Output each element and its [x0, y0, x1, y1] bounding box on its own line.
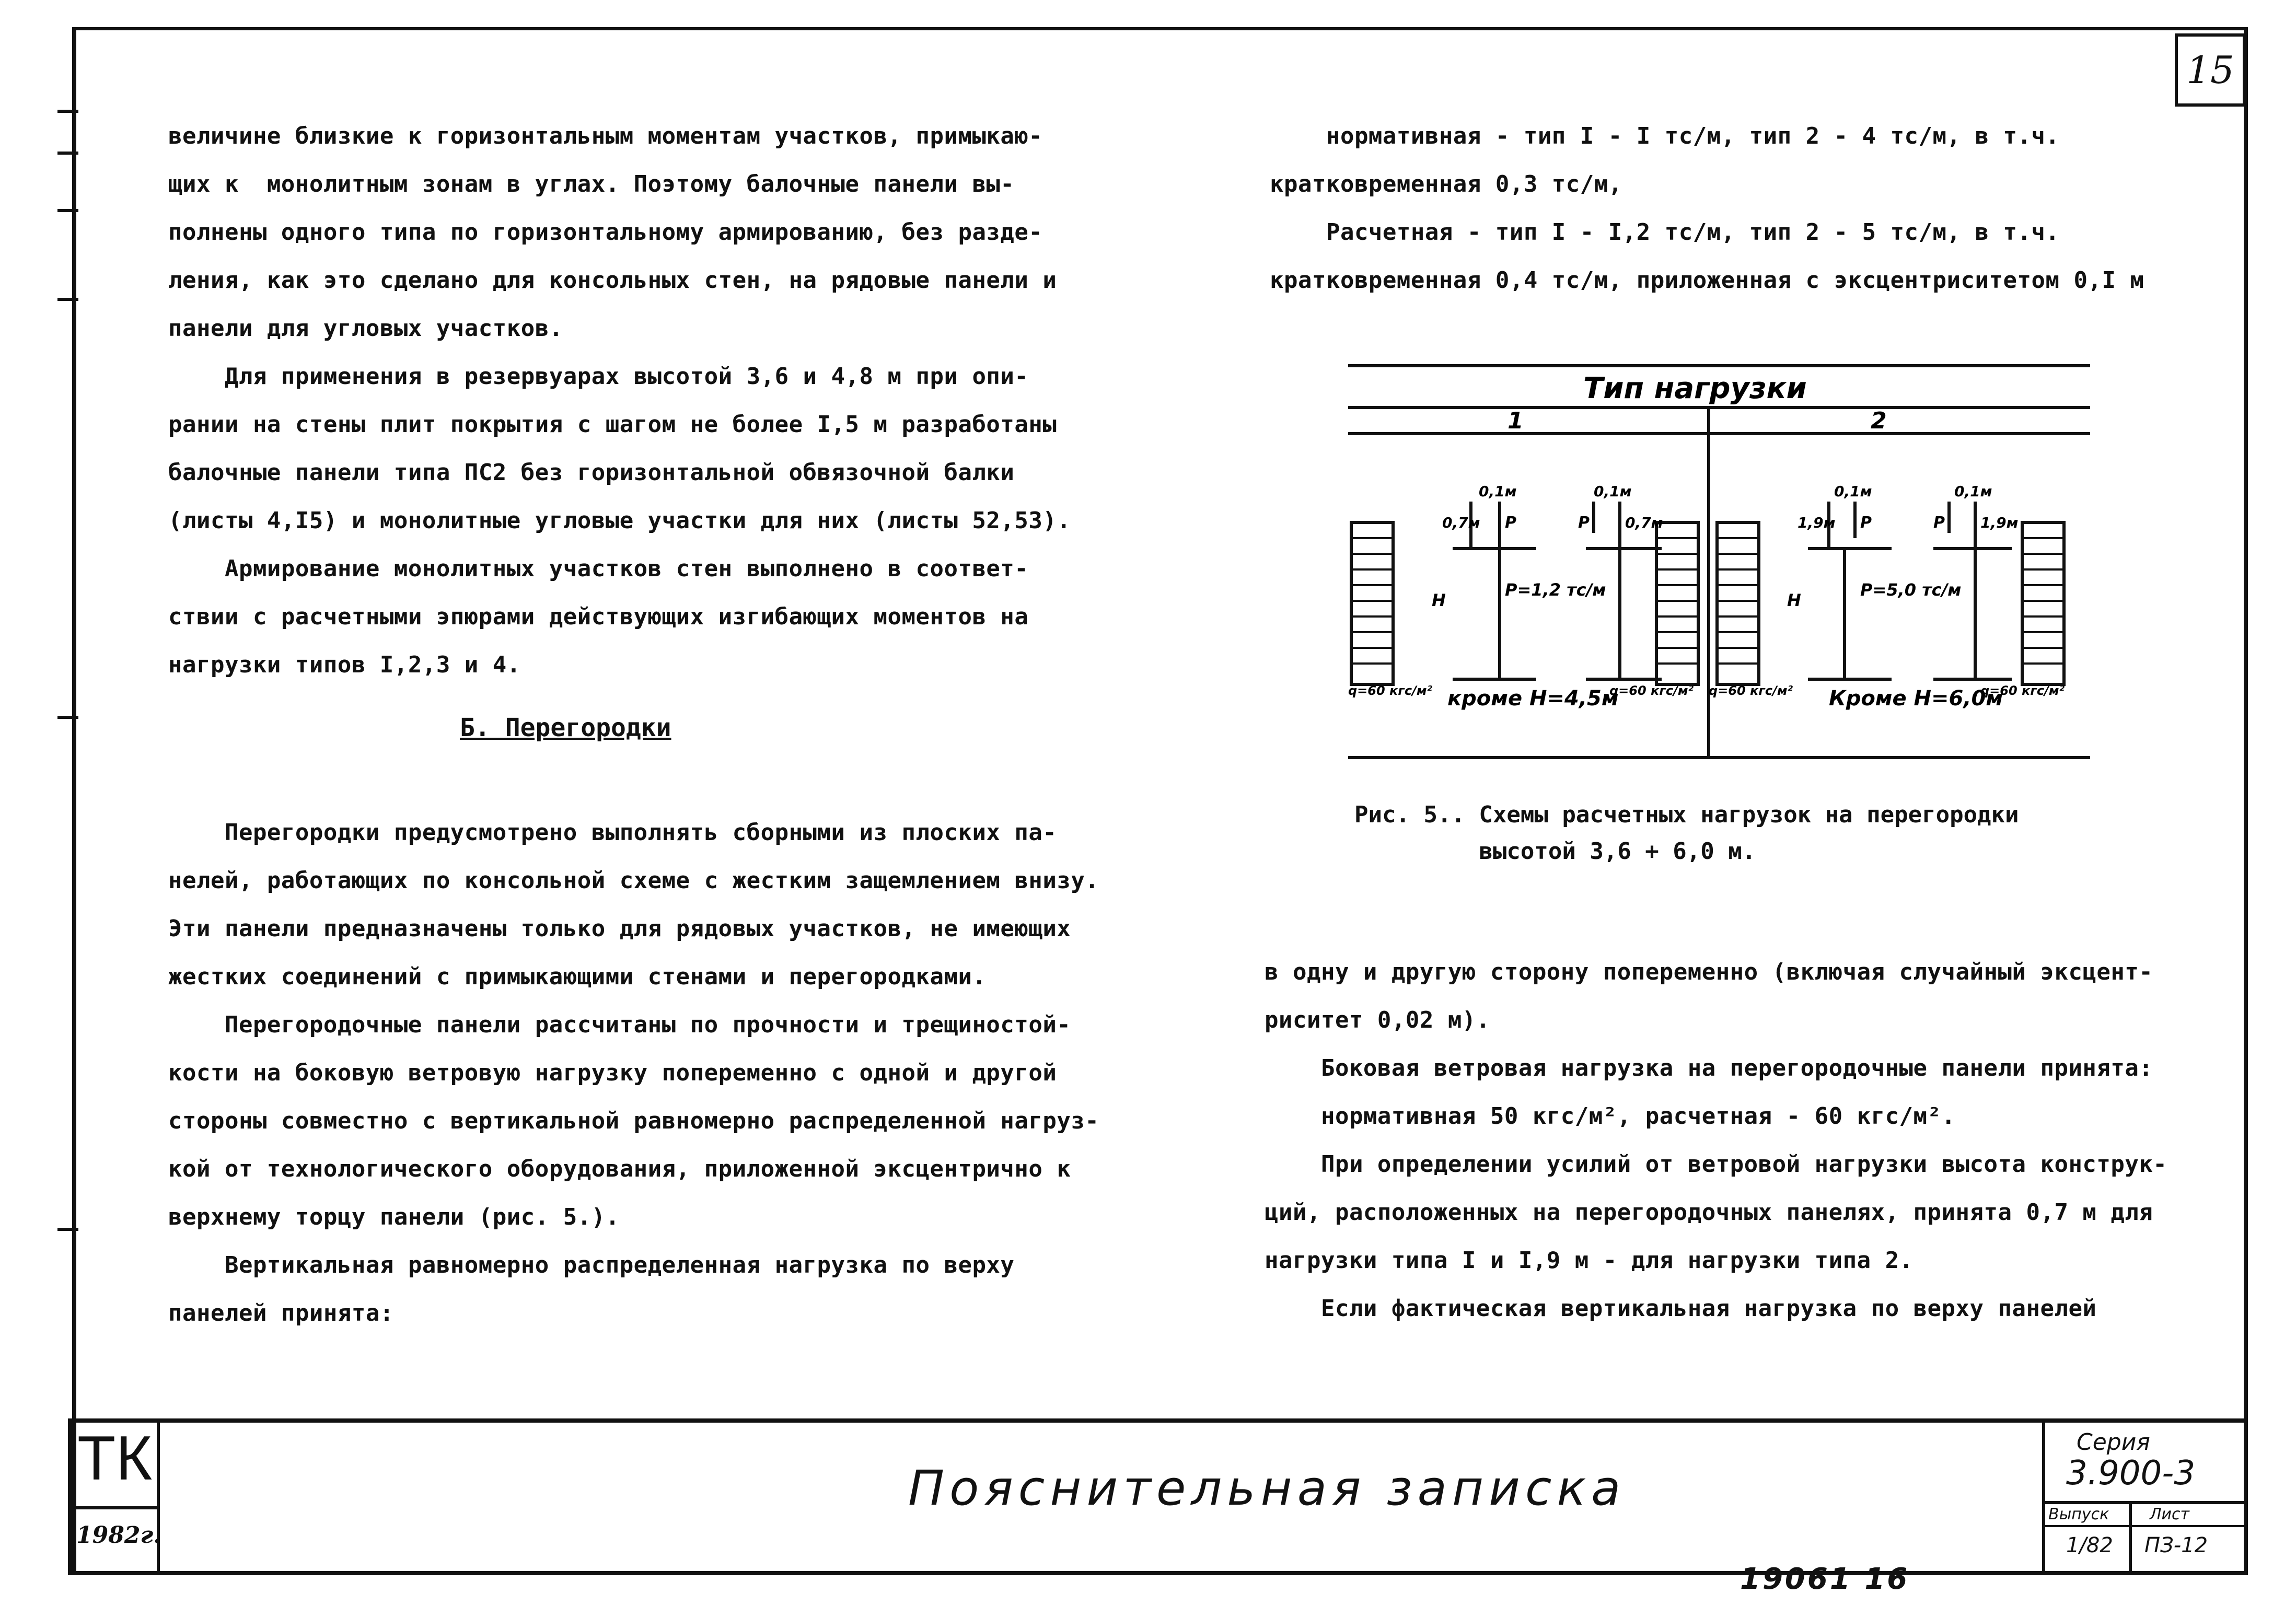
figure-label: 1,9м — [1980, 514, 2019, 531]
text-line: При определении усилий от ветровой нагрузки высота конструк- — [1265, 1151, 2167, 1178]
text-line: величине близкие к горизонтальным моментам участков, примыкаю- — [168, 123, 1043, 149]
series-number: 3.900-3 — [2066, 1454, 2196, 1493]
caption-line: высотой 3,6 + 6,0 м. — [1354, 838, 1756, 865]
title-block — [68, 1418, 2248, 1575]
margin-tick — [57, 152, 78, 155]
logo-text: ТК — [77, 1423, 153, 1493]
text-line: нормативная 50 кгс/м², расчетная - 60 кгс/м². — [1265, 1103, 1956, 1130]
text-line: полнены одного типа по горизонтальному армированию, без разде- — [168, 219, 1043, 246]
text-line: кратковременная 0,4 тс/м, приложенная с эксцентриситетом 0,I м — [1270, 267, 2144, 294]
text-line: в одну и другую сторону попеременно (включая случайный эксцент- — [1265, 959, 2153, 985]
text-line: Если фактическая вертикальная нагрузка по верху панелей — [1265, 1295, 2097, 1322]
figure-label-h: H — [1432, 590, 1446, 610]
text-line: Перегородочные панели рассчитаны по прочности и трещиностой- — [168, 1011, 1071, 1038]
sheet-label: Лист — [2150, 1505, 2190, 1523]
margin-tick — [57, 1228, 78, 1231]
figure-label: 0,7м — [1442, 514, 1480, 531]
right-column-top-text — [1270, 112, 2144, 305]
figure-label: 1,9м — [1798, 514, 1836, 531]
text-line: кости на боковую ветровую нагрузку попеременно с одной и другой — [168, 1060, 1057, 1086]
divider — [72, 1506, 157, 1509]
series-block — [2042, 1423, 2245, 1571]
figure-label: 0,7м — [1625, 514, 1663, 531]
text-line: Армирование монолитных участков стен выполнено в соответ- — [168, 555, 1029, 582]
figure-caption — [1354, 797, 2019, 870]
figure-label-load-2: P=5,0 тс/м — [1860, 580, 1962, 600]
figure-label-q: q=60 кгс/м² — [1348, 683, 1432, 698]
sheet-value: ПЗ-12 — [2144, 1533, 2208, 1557]
figure-label-p: P — [1578, 514, 1590, 532]
text-line: ления, как это сделано для консольных стен, на рядовые панели и — [168, 267, 1057, 294]
document-title: Пояснительная записка — [908, 1460, 1626, 1516]
text-line: риситет 0,02 м). — [1265, 1007, 1490, 1033]
figure-label: 0,1м — [1479, 483, 1517, 500]
title-block-logo — [72, 1423, 160, 1571]
figure-label: 0,1м — [1954, 483, 1992, 500]
divider — [2045, 1501, 2245, 1504]
text-line: Вертикальная равномерно распределенная нагрузка по верху — [168, 1252, 1015, 1278]
text-line: нагрузки типов I,2,3 и 4. — [168, 652, 521, 678]
text-line: нагрузки типа I и I,9 м - для нагрузки типа 2. — [1265, 1247, 1914, 1274]
figure-label-q: q=60 кгс/м² — [1709, 683, 1793, 698]
figure-label-q: q=60 кгс/м² — [1980, 683, 2065, 698]
text-line: нормативная - тип I - I тс/м, тип 2 - 4 тс/м, в т.ч. — [1270, 123, 2060, 149]
figure-label-h: H — [1787, 590, 1801, 610]
margin-tick — [57, 209, 78, 212]
text-line: Расчетная - тип I - I,2 тс/м, тип 2 - 5 тс/м, в т.ч. — [1270, 219, 2060, 246]
text-line: ций, расположенных на перегородочных панелях, принята 0,7 м для — [1265, 1199, 2153, 1226]
issue-label: Выпуск — [2048, 1505, 2109, 1523]
text-line: балочные панели типа ПС2 без горизонтальной обвязочной балки — [168, 459, 1015, 486]
text-line: жестких соединений с примыкающими стенами и перегородками. — [168, 963, 987, 990]
divider — [2045, 1525, 2245, 1527]
figure-label-p: P — [1505, 514, 1516, 532]
figure-footnote-1: кроме H=4,5м — [1447, 687, 1619, 711]
text-line: (листы 4,I5) и монолитные угловые участки для них (листы 52,53). — [168, 507, 1071, 534]
left-column-text-2 — [168, 809, 1099, 1337]
figure-col-2: 2 — [1871, 408, 1887, 434]
text-line: рании на стены плит покрытия с шагом не более I,5 м разработаны — [168, 411, 1057, 438]
bottom-note: 19061 16 — [1740, 1562, 1910, 1596]
figure-label: 0,1м — [1834, 483, 1872, 500]
load-scheme-diagram — [1348, 360, 2090, 768]
right-column-bottom-text — [1265, 948, 2167, 1333]
text-line: Перегородки предусмотрено выполнять сборными из плоских па- — [168, 819, 1057, 846]
caption-line: Рис. 5.. Схемы расчетных нагрузок на перегородки — [1354, 801, 2019, 828]
margin-tick — [57, 298, 78, 301]
text-line: панели для угловых участков. — [168, 315, 563, 342]
margin-tick — [57, 716, 78, 719]
divider — [2129, 1501, 2132, 1571]
text-line: Боковая ветровая нагрузка на перегородочные панели принята: — [1265, 1055, 2153, 1081]
section-heading: Б. Перегородки — [460, 713, 671, 742]
year: 1982г. — [76, 1522, 161, 1549]
text-line: верхнему торцу панели (рис. 5.). — [168, 1204, 620, 1230]
text-line: Эти панели предназначены только для рядовых участков, не имеющих — [168, 915, 1071, 942]
text-line: ствии с расчетными эпюрами действующих изгибающих моментов на — [168, 603, 1029, 630]
text-line: стороны совместно с вертикальной равномерно распределенной нагруз- — [168, 1108, 1099, 1134]
margin-tick — [57, 110, 78, 113]
left-column-text — [168, 112, 1071, 689]
figure-label-p: P — [1933, 514, 1945, 532]
figure-label: 0,1м — [1594, 483, 1632, 500]
page-number: 15 — [2175, 33, 2246, 107]
figure-label-p: P — [1860, 514, 1872, 532]
text-line: Для применения в резервуарах высотой 3,6 и 4,8 м при опи- — [168, 363, 1029, 390]
text-line: кой от технологического оборудования, приложенной эксцентрично к — [168, 1156, 1071, 1182]
text-line: кратковременная 0,3 тс/м, — [1270, 171, 1622, 197]
figure-header: Тип нагрузки — [1583, 371, 1807, 405]
issue-value: 1/82 — [2066, 1533, 2113, 1557]
figure-footnote-2: Кроме H=6,0м — [1829, 687, 2003, 711]
figure-col-1: 1 — [1508, 408, 1524, 434]
text-line: нелей, работающих по консольной схеме с жестким защемлением внизу. — [168, 867, 1099, 894]
figure-label-q: q=60 кгс/м² — [1609, 683, 1694, 698]
text-line: щих к монолитным зонам в углах. Поэтому балочные панели вы- — [168, 171, 1015, 197]
text-line: панелей принята: — [168, 1300, 394, 1327]
figure-label-load-1: P=1,2 тс/м — [1505, 580, 1606, 600]
series-label: Серия — [2077, 1429, 2150, 1456]
